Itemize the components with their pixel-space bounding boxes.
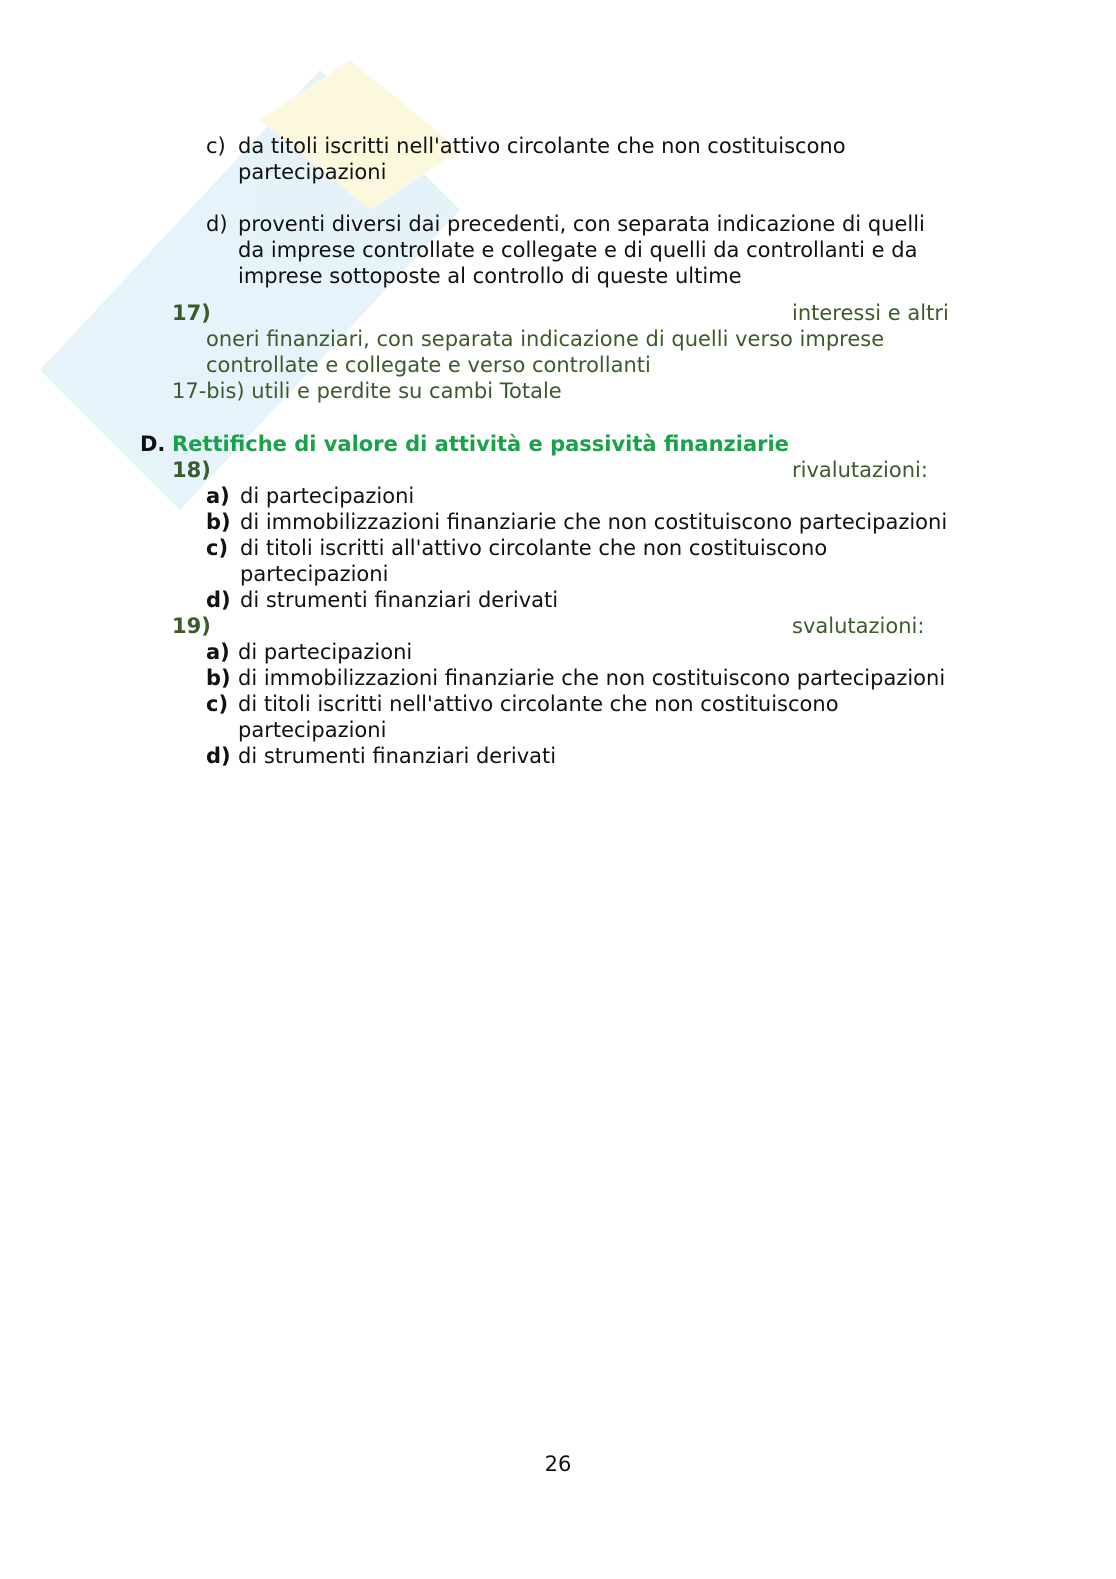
item-d-line-2: da imprese controllate e collegate e di quelli da controllanti e da [238, 238, 918, 262]
item-17-line-2: controllate e collegate e verso controllanti [206, 353, 651, 377]
item-18a-text: di partecipazioni [240, 484, 415, 508]
item-19c-marker: c) [206, 692, 229, 716]
item-19a-text: di partecipazioni [238, 640, 413, 664]
item-c-line-2: partecipazioni [238, 160, 387, 184]
item-c-line-1: da titoli iscritti nell'attivo circolante che non costituiscono [238, 134, 846, 158]
item-18c-line-1: di titoli iscritti all'attivo circolante che non costituiscono [240, 536, 828, 560]
item-18a-marker: a) [206, 484, 230, 508]
item-19c-line-1: di titoli iscritti nell'attivo circolante che non costituiscono [238, 692, 839, 716]
item-19b-marker: b) [206, 666, 231, 690]
item-d-line-3: imprese sottoposte al controllo di queste ultime [238, 264, 742, 288]
item-19-label: svalutazioni: [792, 614, 925, 638]
item-d-line-1: proventi diversi dai precedenti, con separata indicazione di quelli [238, 212, 925, 236]
item-19d-marker: d) [206, 744, 231, 768]
item-19-number: 19) [172, 614, 211, 638]
page-number: 26 [544, 1452, 572, 1476]
section-d-letter: D. [140, 432, 166, 456]
item-18d-marker: d) [206, 588, 231, 612]
item-17bis: 17-bis) utili e perdite su cambi Totale [172, 379, 562, 403]
item-19c-line-2: partecipazioni [238, 718, 387, 742]
item-18c-line-2: partecipazioni [240, 562, 389, 586]
item-18-number: 18) [172, 458, 211, 482]
item-19b-text: di immobilizzazioni finanziarie che non costituiscono partecipazioni [238, 666, 946, 690]
item-d-marker: d) [206, 212, 228, 236]
item-19a-marker: a) [206, 640, 230, 664]
item-18c-marker: c) [206, 536, 229, 560]
item-18d-text: di strumenti finanziari derivati [240, 588, 559, 612]
item-18b-text: di immobilizzazioni finanziarie che non costituiscono partecipazioni [240, 510, 948, 534]
item-17-text-right: interessi e altri [792, 301, 949, 325]
item-c-marker: c) [206, 134, 226, 158]
item-17-line-1: oneri finanziari, con separata indicazione di quelli verso imprese [206, 327, 885, 351]
item-18b-marker: b) [206, 510, 231, 534]
item-18-label: rivalutazioni: [792, 458, 928, 482]
section-d-title: Rettifiche di valore di attività e passività finanziarie [172, 432, 789, 456]
item-17-number: 17) [172, 301, 211, 325]
item-19d-text: di strumenti finanziari derivati [238, 744, 557, 768]
